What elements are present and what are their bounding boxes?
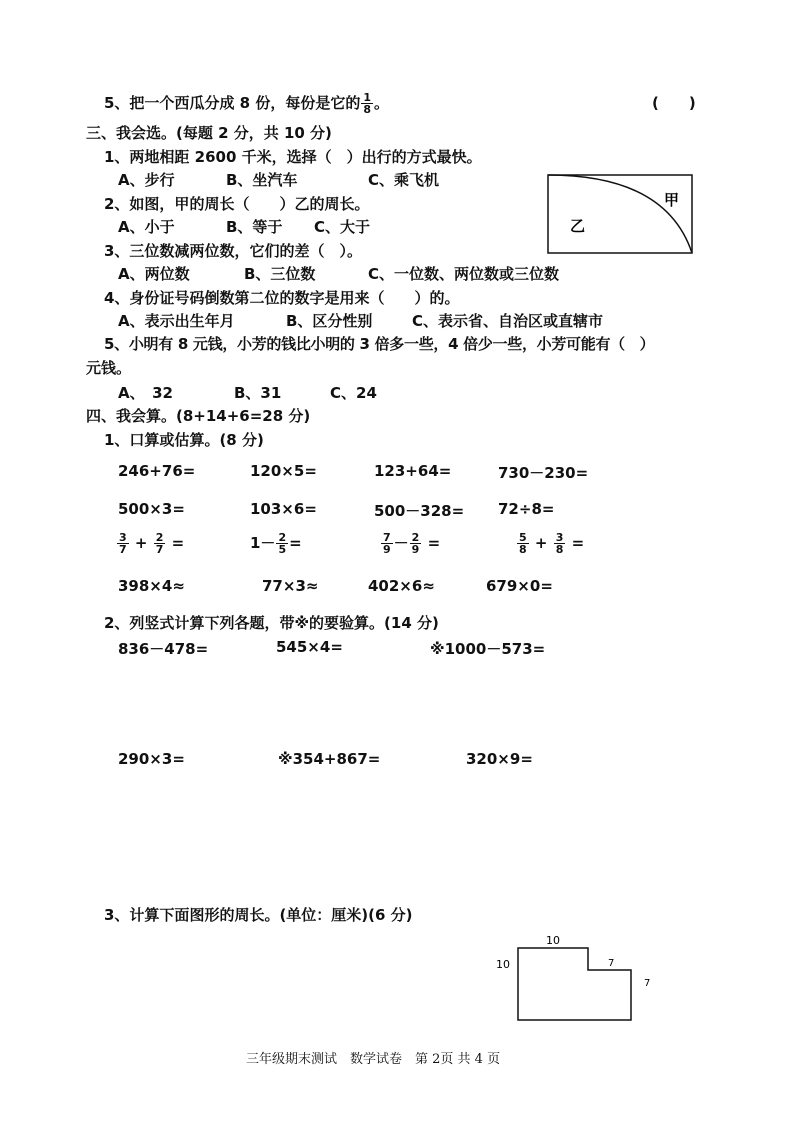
label-left-10: 10 <box>496 958 510 971</box>
s3-q1-option-b: B、坐汽车 <box>226 171 298 189</box>
page-footer: 三年级期末测试 数学试卷 第 2页 共 4 页 <box>246 1052 501 1067</box>
mental-calc-item: 246+76= <box>118 462 196 480</box>
mental-calc-item: 123+64= <box>374 462 452 480</box>
s3-q4-option-c: C、表示省、自治区或直辖市 <box>412 312 604 330</box>
s3-q1-option-c: C、乘飞机 <box>368 171 440 189</box>
s3-q3-option-a: A、两位数 <box>118 265 190 283</box>
estimate-item: 77×3≈ <box>262 577 319 595</box>
s3-q3-option-c: C、一位数、两位数或三位数 <box>368 265 560 283</box>
figure-curve <box>548 175 692 253</box>
s3-q3-text: 3、三位数减两位数，它们的差（ ）。 <box>104 242 362 260</box>
estimate-item: 398×4≈ <box>118 577 185 595</box>
vertical-calc-item: 320×9= <box>466 750 533 768</box>
mental-calc-item: 72÷8= <box>498 500 555 518</box>
s3-q2-text: 2、如图，甲的周长（ ）乙的周长。 <box>104 195 370 213</box>
section4-heading: 四、我会算。(8+14+6=28 分) <box>86 407 311 425</box>
step-shape-figure <box>490 930 670 1030</box>
fraction-one-eighth: $\frac{1}{8}$ <box>363 91 371 116</box>
s4-sub1: 1、口算或估算。(8 分) <box>104 431 264 449</box>
label-jia: 甲 <box>664 191 680 209</box>
label-top-10: 10 <box>546 934 560 947</box>
s3-q4-option-a: A、表示出生年月 <box>118 312 235 330</box>
mental-calc-item: 103×6= <box>250 500 317 518</box>
judge-q5-answer-paren: ( ) <box>652 94 696 112</box>
mental-calc-item: 120×5= <box>250 462 317 480</box>
s3-q5-option-b: B、31 <box>234 384 282 402</box>
s3-q5-option-a: A、 32 <box>118 384 173 402</box>
s4-sub3: 3、计算下面图形的周长。(单位：厘米)(6 分) <box>104 906 413 924</box>
fraction-calc-item: $\frac{7}{9}$ － $\frac{2}{9}$ = <box>383 531 441 556</box>
estimate-item: 679×0= <box>486 577 553 595</box>
judge-q5: 5、把一个西瓜分成 8 份，每份是它的 $\frac{1}{8}$ 。 <box>104 91 389 116</box>
perimeter-comparison-figure <box>546 173 696 257</box>
s3-q5-text: 5、小明有 8 元钱，小芳的钱比小明的 3 倍多一些，4 倍少一些，小芳可能有（ ） <box>104 335 655 353</box>
figure-rectangle <box>548 175 692 253</box>
vertical-calc-item: ※354+867= <box>278 750 381 768</box>
section3-heading: 三、我会选。(每题 2 分，共 10 分) <box>86 124 332 142</box>
mental-calc-item: 500－328= <box>374 502 465 520</box>
s3-q1-option-a: A、步行 <box>118 171 175 189</box>
s3-q5-cont: 元钱。 <box>86 359 132 377</box>
s3-q4-option-b: B、区分性别 <box>286 312 373 330</box>
mental-calc-item: 500×3= <box>118 500 185 518</box>
estimate-item: 402×6≈ <box>368 577 435 595</box>
fraction-calc-item: 1－ $\frac{2}{5}$ = <box>250 531 302 556</box>
s3-q3-option-b: B、三位数 <box>244 265 316 283</box>
judge-q5-text: 5、把一个西瓜分成 8 份，每份是它的 <box>104 94 361 112</box>
vertical-calc-item: ※1000－573= <box>430 640 546 658</box>
s3-q2-option-c: C、大于 <box>314 218 371 236</box>
s3-q1-text: 1、两地相距 2600 千米，选择（ ）出行的方式最快。 <box>104 148 482 166</box>
s4-sub2: 2、列竖式计算下列各题，带※的要验算。(14 分) <box>104 614 439 632</box>
label-step-7: 7 <box>608 958 615 969</box>
vertical-calc-item: 545×4= <box>276 638 343 656</box>
vertical-calc-item: 836－478= <box>118 640 209 658</box>
fraction-calc-item: $\frac{5}{8}$ + $\frac{3}{8}$ = <box>519 531 585 556</box>
fraction-calc-item: $\frac{3}{7}$ + $\frac{2}{7}$ = <box>119 531 185 556</box>
s3-q2-option-a: A、小于 <box>118 218 175 236</box>
mental-calc-item: 730－230= <box>498 464 589 482</box>
s3-q4-text: 4、身份证号码倒数第二位的数字是用来（ ）的。 <box>104 289 460 307</box>
s3-q5-option-c: C、24 <box>330 384 377 402</box>
vertical-calc-item: 290×3= <box>118 750 185 768</box>
label-yi: 乙 <box>570 217 586 235</box>
s3-q2-option-b: B、等于 <box>226 218 283 236</box>
label-right-7: 7 <box>644 978 651 989</box>
